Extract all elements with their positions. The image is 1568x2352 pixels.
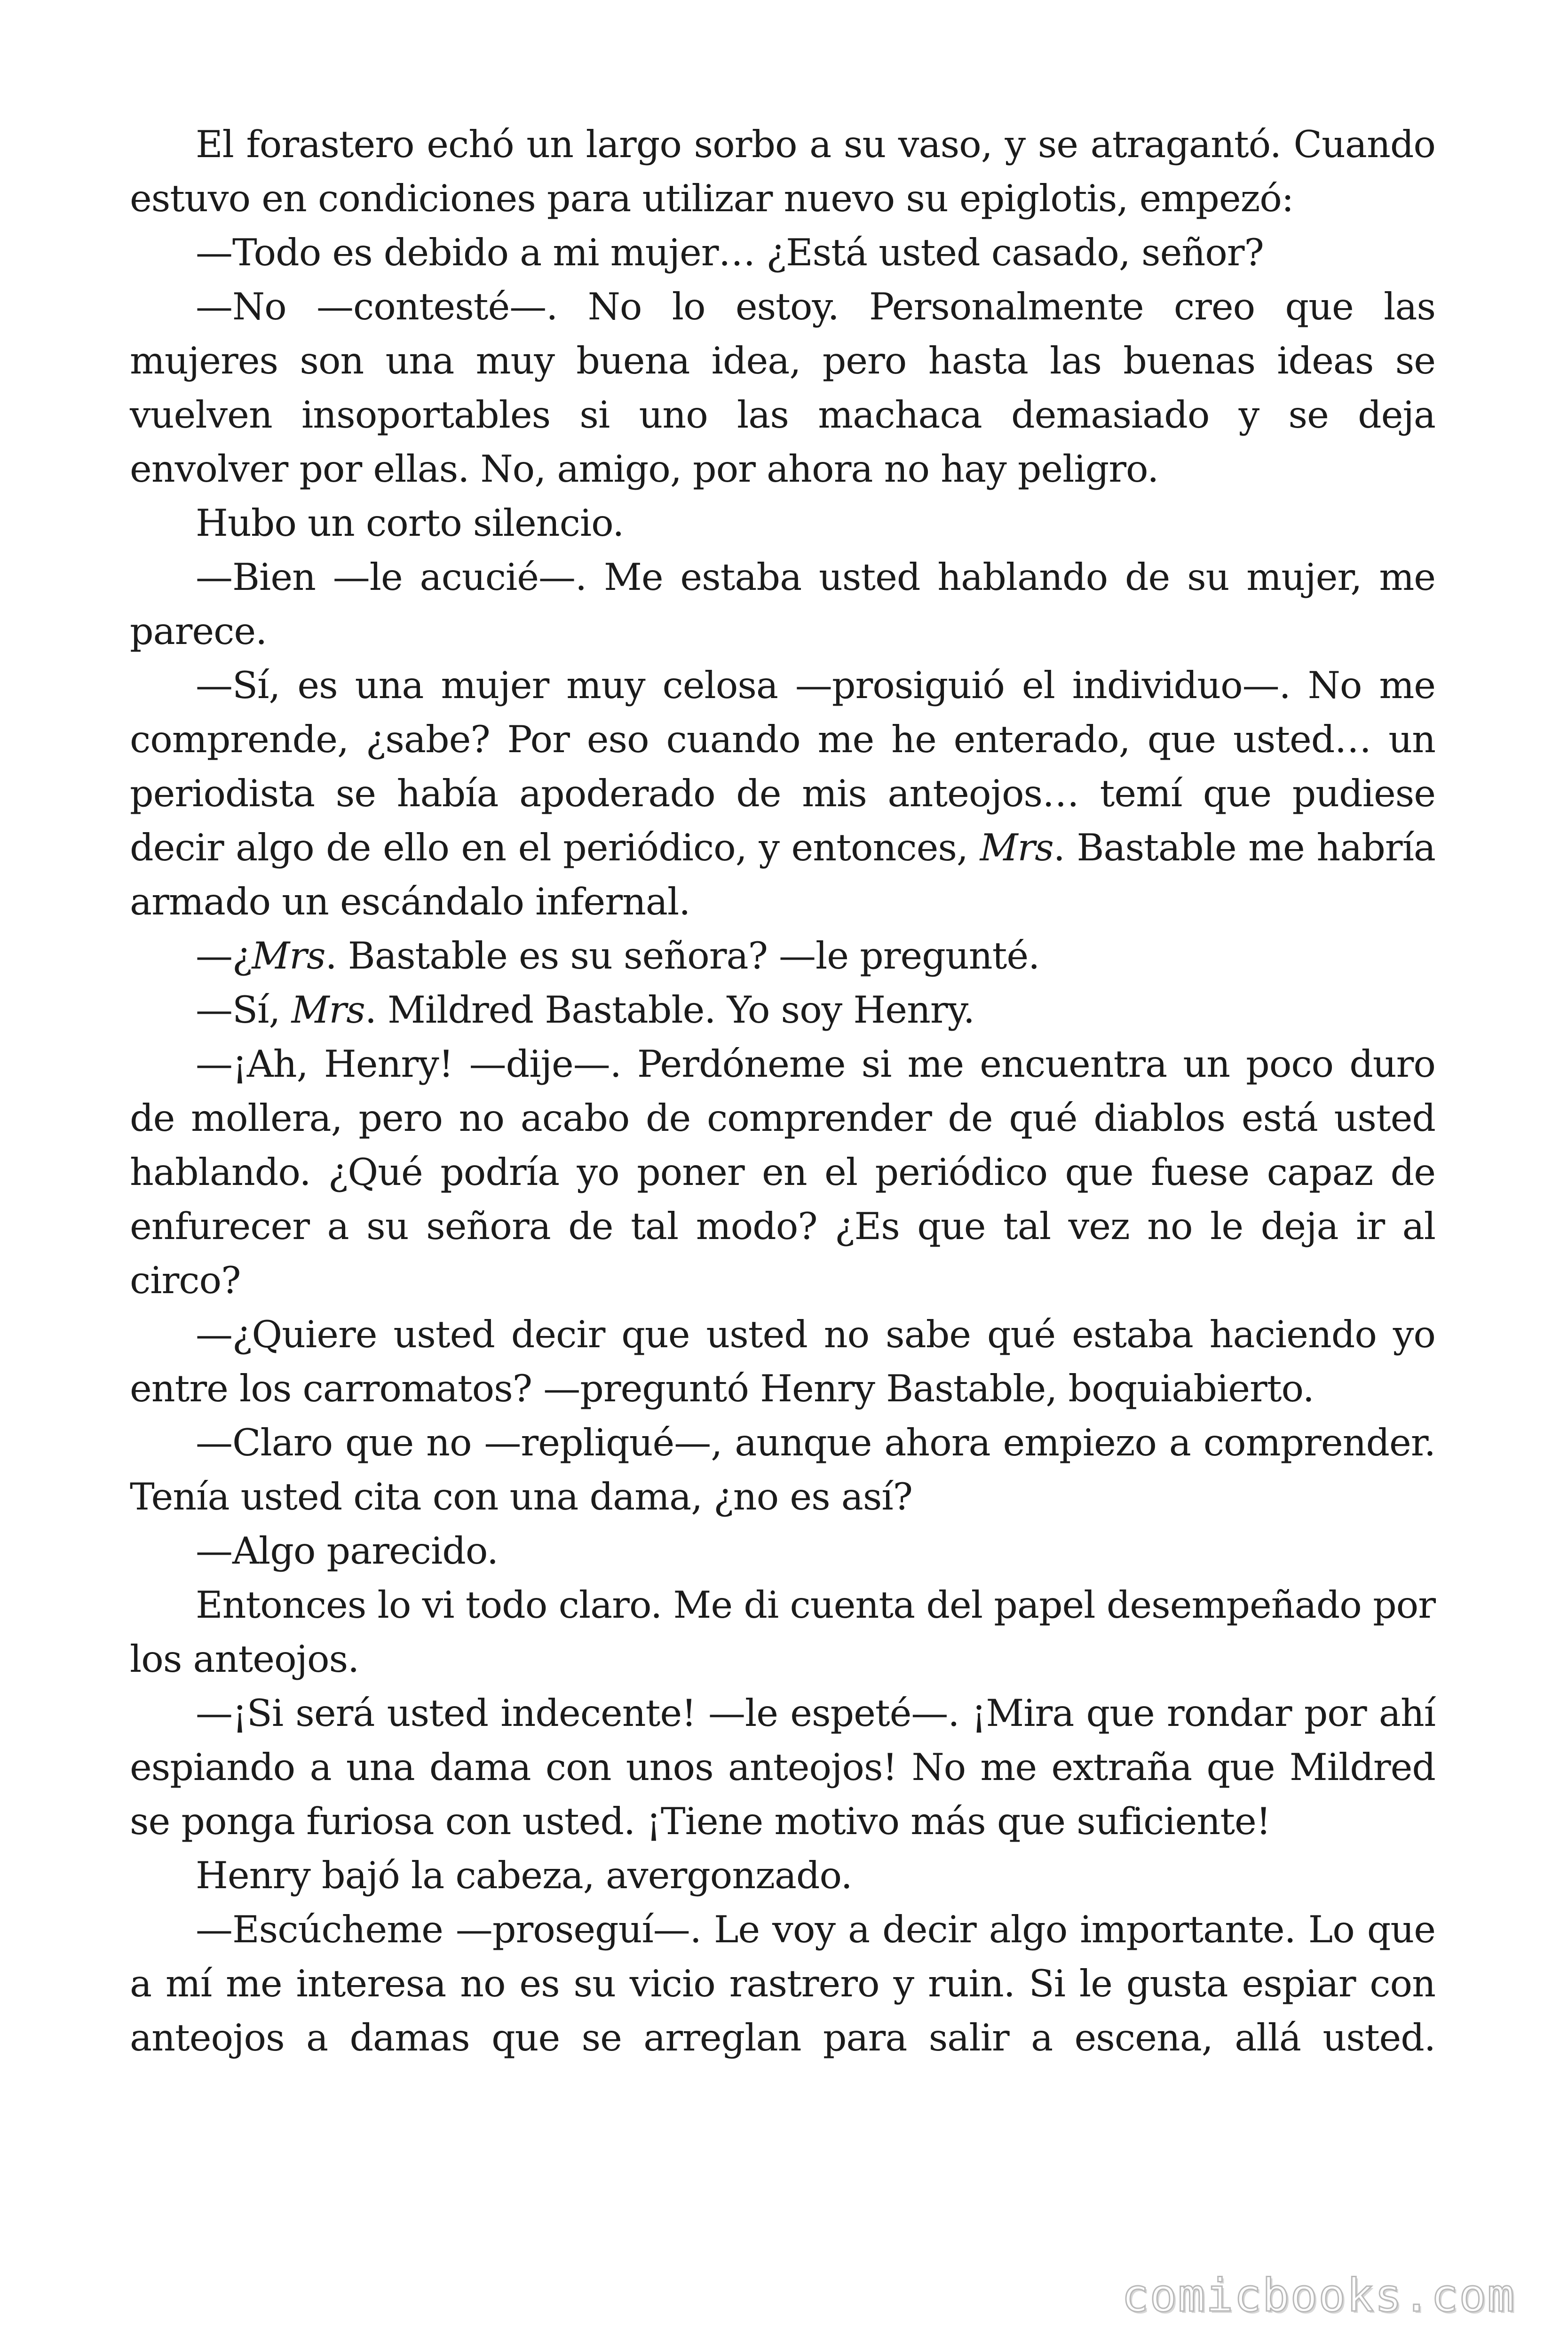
paragraph-text: . Bastable es su señora? —le pregunté. [325, 934, 1040, 977]
italic-honorific: Mrs [252, 934, 325, 977]
italic-honorific: Mrs [291, 988, 365, 1032]
paragraph-text: . Mildred Bastable. Yo soy Henry. [364, 988, 974, 1032]
paragraph: —¡Ah, Henry! —dije—. Perdóneme si me encuentra un poco duro de mollera, pero no acabo de comprender de qué diablos está usted hablando. ¿Qué podría yo poner en el periódico que fuese capaz de enfurecer a su señora de tal modo? ¿Es que tal vez no le deja ir al circo? [130, 1042, 1435, 1302]
paragraph: Henry bajó la cabeza, avergonzado. [196, 1854, 852, 1897]
paragraph [130, 659, 1435, 929]
paragraph: —¡Si será usted indecente! —le espeté—. ¡Mira que rondar por ahí espiando a una dama con unos anteojos! No me extraña que Mildred se ponga furiosa con usted. ¡Tiene motivo más que suficiente! [130, 1692, 1435, 1843]
paragraph: —Escúcheme —proseguí—. Le voy a decir algo importante. Lo que a mí me interesa no es su vicio rastrero y ruin. Si le gusta espiar con anteojos a damas que se arreglan para salir a escena, allá usted. [130, 1908, 1435, 2059]
paragraph-text: —Sí, [196, 988, 292, 1032]
paragraph [130, 929, 1435, 983]
paragraph: —Todo es debido a mi mujer… ¿Está usted casado, señor? [196, 231, 1264, 274]
paragraph [130, 983, 1435, 1037]
paragraph: —Claro que no —repliqué—, aunque ahora empiezo a comprender. Tenía usted cita con una dama, ¿no es así? [130, 1421, 1435, 1518]
italic-honorific: Mrs [980, 826, 1053, 869]
page-body-text [130, 118, 1435, 2065]
paragraph-text: . Bastable me habría armado un escándalo infernal. [130, 826, 1435, 923]
paragraph: Hubo un corto silencio. [196, 501, 624, 545]
paragraph-text: —Sí, es una mujer muy celosa —prosiguió el individuo—. No me comprende, ¿sabe? Por eso cuando me he enterado, que usted… un periodista se había apoderado de mis anteojos… temí que pudiese decir algo de ello en el periódico, y entonces, [130, 664, 1435, 869]
paragraph: —Algo parecido. [196, 1529, 499, 1573]
paragraph: El forastero echó un largo sorbo a su vaso, y se atragantó. Cuando estuvo en condiciones para utilizar nuevo su epiglotis, empezó: [130, 123, 1435, 220]
site-watermark: comicbooks.com [1121, 2269, 1515, 2322]
paragraph: —Bien —le acucié—. Me estaba usted hablando de su mujer, me parece. [130, 556, 1435, 653]
paragraph-text: —¿ [196, 934, 252, 977]
paragraph: Entonces lo vi todo claro. Me di cuenta del papel desempeñado por los anteojos. [130, 1583, 1435, 1681]
paragraph: —No —contesté—. No lo estoy. Personalmente creo que las mujeres son una muy buena idea, pero hasta las buenas ideas se vuelven insoportables si uno las machaca demasiado y se deja envolver por ellas. No, amigo, por ahora no hay peligro. [130, 285, 1435, 491]
paragraph: —¿Quiere usted decir que usted no sabe qué estaba haciendo yo entre los carromatos? —preguntó Henry Bastable, boquiabierto. [130, 1313, 1435, 1410]
